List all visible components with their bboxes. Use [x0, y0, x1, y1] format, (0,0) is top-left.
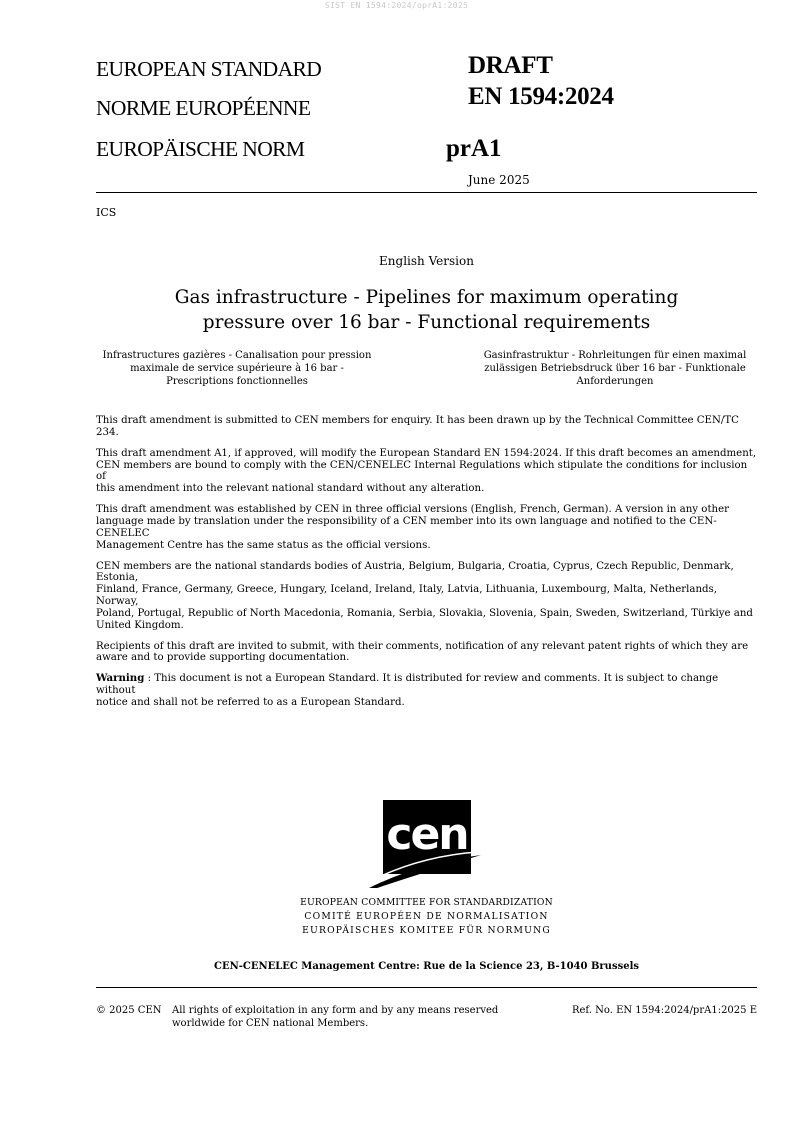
- ics-label: ICS: [96, 206, 117, 219]
- reference-number: Ref. No. EN 1594:2024/prA1:2025 E: [571, 1005, 757, 1016]
- cen-logo: [369, 800, 483, 890]
- paragraph-patents: Recipients of this draft are invited to submit, with their comments, notification of any relevant patent rights of which they are aware and to provide supporting documentation.: [96, 640, 749, 664]
- standard-name-de: EUROPÄISCHE NORM: [96, 137, 305, 161]
- org-name-en: EUROPEAN COMMITTEE FOR STANDARDIZATION: [300, 897, 553, 908]
- warning-label: Warning: [96, 672, 145, 685]
- watermark: SIST EN 1594:2024/oprA1:2025: [324, 1, 469, 10]
- paragraph-members: CEN members are the national standards bodies of Austria, Belgium, Bulgaria, Croatia, Cyprus, Czech Republic, Denmark, Estonia, Finland, France, Germany, Greece, Hungary, Iceland, Ireland, Italy, Latvia, Lithuania, Luxembourg, Malta, Netherlands, Norway, Poland, Portugal, Republic of North Macedonia, Romania, Serbia, Slovakia, Slovenia, Spain, Sweden, Switzerland, Türkiye and United Kingdom.: [96, 560, 753, 631]
- publication-date: June 2025: [468, 173, 530, 187]
- paragraph-versions: This draft amendment was established by CEN in three official versions (English, French, German). A version in any other language made by translation under the responsibility of a CEN member into its own language and notified to the CEN-CENELEC Management Centre has the same status as the official versions.: [96, 504, 729, 551]
- title-german: [470, 349, 760, 388]
- title-french: [92, 349, 382, 388]
- title-french-line: Prescriptions fonctionnelles: [166, 376, 308, 387]
- footer-rule: [96, 987, 757, 988]
- rights-line: All rights of exploitation in any form and by any means reserved: [172, 1005, 499, 1016]
- paragraph-amendment: This draft amendment A1, if approved, will modify the European Standard EN 1594:2024. If this draft becomes an amendment, CEN members are bound to comply with the CEN/CENELEC Internal Regulations which stipulate the conditions for inclusion of this amendment into the relevant national standard without any alteration.: [96, 447, 757, 495]
- title-line: pressure over 16 bar - Functional requirements: [202, 312, 651, 333]
- title-french-line: Infrastructures gazières - Canalisation pour pression: [102, 350, 372, 361]
- standard-number: EN 1594:2024: [468, 83, 614, 110]
- draft-label: DRAFT: [468, 52, 553, 79]
- copyright: © 2025 CEN: [96, 1005, 162, 1016]
- version-label: English Version: [379, 254, 474, 268]
- cen-logo-text: cen: [386, 809, 468, 860]
- standard-name-fr: NORME EUROPÉENNE: [96, 96, 311, 120]
- title-french-line: maximale de service supérieure à 16 bar -: [130, 363, 344, 374]
- title-german-line: Gasinfrastruktur - Rohrleitungen für einen maximal: [483, 350, 747, 361]
- amendment-label: prA1: [446, 135, 502, 162]
- title-line: Gas infrastructure - Pipelines for maximum operating: [174, 287, 679, 308]
- rights-line: worldwide for CEN national Members.: [172, 1018, 369, 1029]
- body-text: [96, 415, 759, 718]
- title-german-line: Anforderungen: [576, 376, 654, 387]
- header-rule: [96, 192, 757, 193]
- standard-name-en: EUROPEAN STANDARD: [96, 57, 322, 81]
- management-centre-address: CEN-CENELEC Management Centre: Rue de la Science 23, B-1040 Brussels: [213, 961, 639, 972]
- org-name-de: EUROPÄISCHES KOMITEE FÜR NORMUNG: [302, 925, 551, 936]
- document-title: [96, 285, 757, 335]
- paragraph-warning: Warning : This document is not a European Standard. It is distributed for review and comments. It is subject to change without notice and shall not be referred to as a European Standard.: [96, 672, 719, 708]
- rights-notice: [172, 1004, 502, 1030]
- paragraph-enquiry: This draft amendment is submitted to CEN members for enquiry. It has been drawn up by the Technical Committee CEN/TC 234.: [96, 415, 739, 438]
- org-name-fr: COMITÉ EUROPÉEN DE NORMALISATION: [304, 911, 549, 922]
- title-german-line: zulässigen Betriebsdruck über 16 bar - Funktionale: [484, 363, 746, 374]
